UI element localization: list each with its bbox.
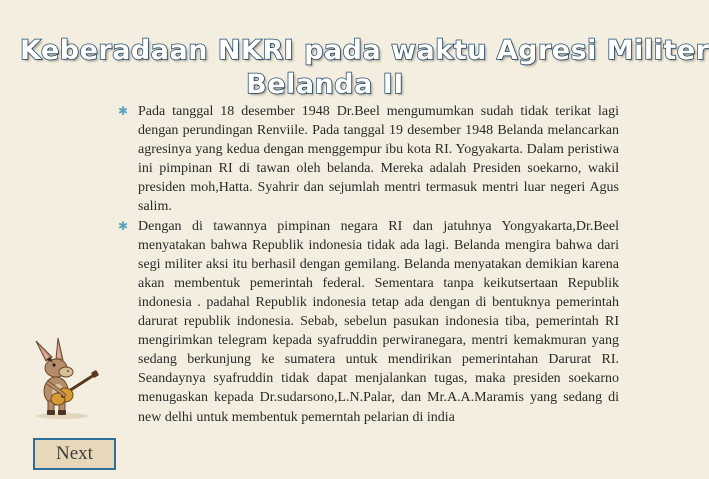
bullet-item [116,102,619,217]
donkey-guitar-mascot-icon [22,335,102,420]
next-button[interactable]: Next [33,438,116,470]
bullet-text: Pada tanggal 18 desember 1948 Dr.Beel mengumumkan sudah tidak terikat lagi dengan perundingan Renviile. Pada tanggal 19 desember 1948 Belanda melancarkan agresinya yang kedua dengan menggempur ibu kota RI. Yogyakarta. Dalam peristiwa ini pimpinan RI di tawan oleh belanda. Mereka adalah Presiden soekarno, wakil presiden moh,Hatta. Syahrir dan sejumlah mentri termasuk mentri luar negeri Agus salim. [138,104,619,215]
bullet-list [116,102,619,427]
title-line-2: Belanda II [246,69,404,100]
asterisk-icon: ✱ [118,218,129,233]
bullet-text: Dengan di tawannya pimpinan negara RI dan jatuhnya Yongyakarta,Dr.Beel menyatakan bahwa Republik indonesia tidak ada lagi. Belanda mengira bahwa dari segi militer aksi itu berhasil dengan gemilang. Belanda menyatakan demikian karena akan membentuk pemerintah federal. Sementara tanpa keikutsertaan Republik indonesia . padahal Republik indonesia tetap ada dengan di bentuknya pemerintah darurat republik indonesia. Sebab, sebelun pasukan indonesia tiba, pemerintah RI mengirimkan telegram kepada syafruddin perwiranegara, mentri kemakmuran yang sedang berkunjung ke sumatera untuk mendirikan pemerintahan Darurat RI. Seandaynya syafruddin tidak dapat menjalankan tugas, maka presiden soekarno menugaskan kepada Dr.sudarsono,L.N.Palar, dan Mr.A.A.Maramis yang sedang di new delhi untuk membentuk pemerntah pelarian di india [138,218,619,425]
bullet-item [116,217,619,427]
asterisk-icon: ✱ [118,104,129,118]
title-line-1: Keberadaan NKRI pada waktu Agresi Militer [20,35,709,66]
slide-title [20,34,709,102]
